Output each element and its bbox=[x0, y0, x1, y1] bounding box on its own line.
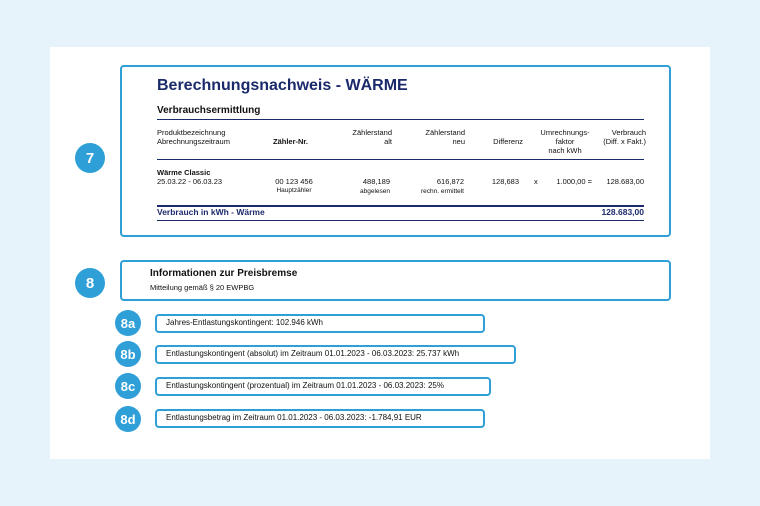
badge-7: 7 bbox=[75, 143, 105, 173]
top-rule bbox=[157, 119, 644, 120]
total-value: 128.683,00 bbox=[601, 207, 644, 217]
header-meter-no: Zähler-Nr. bbox=[273, 137, 309, 146]
section-heading: Verbrauchsermittlung bbox=[157, 105, 261, 116]
badge-8c: 8c bbox=[115, 373, 141, 399]
header-consumption: Verbrauch (Diff. x Fakt.) bbox=[603, 128, 646, 146]
row-factor: 1.000,00 = bbox=[556, 177, 592, 186]
header-factor: Umrechnungs- faktor nach kWh bbox=[540, 128, 590, 155]
row-old-reading: 488,189 abgelesen bbox=[360, 177, 390, 195]
price-brake-box bbox=[120, 260, 671, 301]
statement-title: Berechnungsnachweis - WÄRME bbox=[157, 77, 408, 94]
header-rule bbox=[157, 159, 644, 160]
badge-8b: 8b bbox=[115, 341, 141, 367]
header-product: Produktbezeichnung Abrechnungszeitraum bbox=[157, 128, 230, 146]
item-8d-text: Entlastungsbetrag im Zeitraum 01.01.2023 - 06.03.2023: -1.784,91 EUR bbox=[166, 413, 422, 422]
price-brake-subtitle: Mitteilung gemäß § 20 EWPBG bbox=[150, 283, 255, 292]
item-8a-text: Jahres-Entlastungskontingent: 102.946 kWh bbox=[166, 318, 323, 327]
item-8c-text: Entlastungskontingent (prozentual) im Zeitraum 01.01.2023 - 06.03.2023: 25% bbox=[166, 381, 444, 390]
row-new-reading: 616,872 rechn. ermittelt bbox=[421, 177, 464, 195]
document-sheet bbox=[50, 47, 710, 459]
row-product: Wärme Classic 25.03.22 - 06.03.23 bbox=[157, 168, 223, 186]
row-meter: 00 123 456 Hauptzähler bbox=[275, 177, 313, 194]
total-label: Verbrauch in kWh - Wärme bbox=[157, 207, 265, 217]
bottom-rule bbox=[157, 220, 644, 221]
badge-8d: 8d bbox=[115, 406, 141, 432]
header-new-reading: Zählerstand neu bbox=[425, 128, 465, 146]
row-difference: 128,683 bbox=[491, 177, 519, 186]
item-8b-text: Entlastungskontingent (absolut) im Zeitraum 01.01.2023 - 06.03.2023: 25.737 kWh bbox=[166, 349, 460, 358]
header-old-reading: Zählerstand alt bbox=[352, 128, 392, 146]
badge-8: 8 bbox=[75, 268, 105, 298]
header-difference: Differenz bbox=[493, 137, 523, 146]
row-consumption: 128.683,00 bbox=[606, 177, 644, 186]
price-brake-title: Informationen zur Preisbremse bbox=[150, 268, 298, 279]
row-times: x bbox=[534, 177, 538, 186]
badge-8a: 8a bbox=[115, 310, 141, 336]
